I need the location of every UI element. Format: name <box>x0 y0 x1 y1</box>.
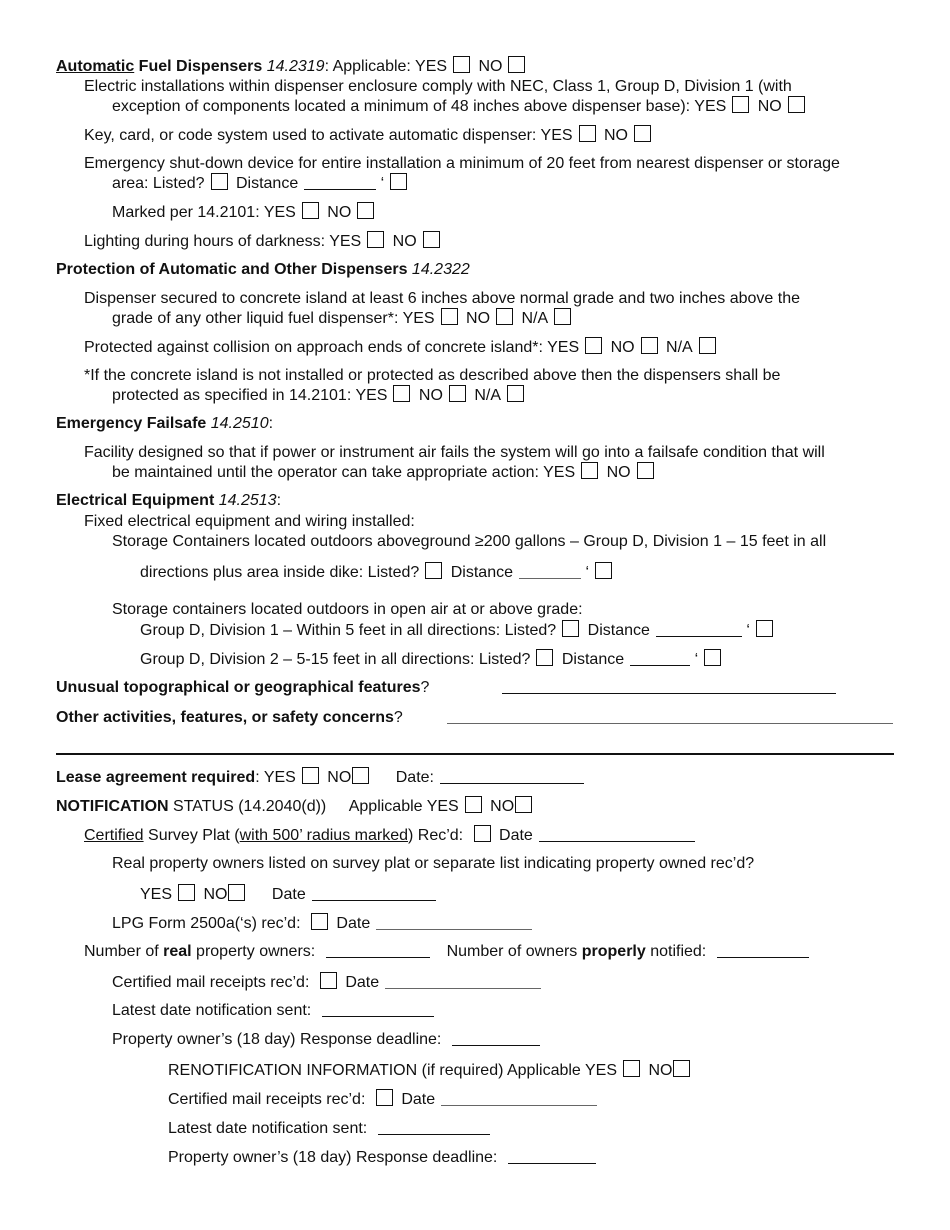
failsafe-line-1: Facility designed so that if power or instrument air fails the system will go into a failsafe condition that will <box>84 444 825 461</box>
secured-no-checkbox[interactable] <box>496 308 513 325</box>
failsafe-title: Emergency Failsafe <box>56 415 207 432</box>
other-concerns-field-wrap <box>447 708 893 727</box>
lpg-label: LPG Form 2500a(‘s) rec’d: <box>112 915 301 932</box>
date-label: Date <box>401 1091 436 1108</box>
collision-label: Protected against collision on approach ends of concrete island*: <box>84 339 543 356</box>
yes-label: YES <box>584 1062 617 1079</box>
storage-listed-checkbox[interactable] <box>425 562 442 579</box>
other-concerns-row <box>56 708 403 727</box>
island-note-label: protected as specified in 14.2101: <box>112 387 352 404</box>
unusual-features-label: Unusual topographical or geographical features <box>56 679 421 696</box>
yes-label: YES <box>263 204 296 221</box>
renot-mail-label: Certified mail receipts rec’d: <box>168 1091 366 1108</box>
collision-no-checkbox[interactable] <box>641 337 658 354</box>
renot-deadline-field[interactable] <box>508 1149 596 1164</box>
owners-listed-row <box>140 884 436 904</box>
unusual-q: ? <box>420 679 430 696</box>
notification-yes-checkbox[interactable] <box>465 796 482 813</box>
lease-date-field[interactable] <box>440 769 584 784</box>
notification-label: NOTIFICATION <box>56 798 169 815</box>
yes-label: YES <box>415 58 448 75</box>
feet-mark: ‘ <box>746 622 750 639</box>
lpg-date-field[interactable] <box>376 915 532 930</box>
latest-date-row <box>112 1001 434 1020</box>
division-2-listed-checkbox[interactable] <box>536 649 553 666</box>
auto-applicable-yes-checkbox[interactable] <box>453 56 470 73</box>
latest-label: Latest date notification sent: <box>112 1002 312 1019</box>
lpg-recd-checkbox[interactable] <box>311 913 328 930</box>
division-2-label: Group D, Division 2 – 5-15 feet in all directions: Listed? <box>140 651 531 668</box>
auto-title-b: Fuel Dispensers <box>134 58 263 75</box>
protection-heading <box>56 260 470 279</box>
island-note-na-checkbox[interactable] <box>507 385 524 402</box>
feet-mark: ‘ <box>585 564 589 581</box>
division-1-distance-field[interactable] <box>656 622 742 637</box>
storage-distance-checkbox[interactable] <box>595 562 612 579</box>
elec-line-2: exception of components located a minimum of 48 inches above dispenser base): <box>112 98 691 115</box>
island-note-line-1: *If the concrete island is not installed or protected as described above then the dispensers shall be <box>84 367 781 384</box>
lease-yes-checkbox[interactable] <box>302 767 319 784</box>
electrical-ref: 14.2513 <box>218 492 277 509</box>
num-c: property owners: <box>191 943 316 960</box>
no-label: NO <box>466 310 491 327</box>
plat-radius: with 500’ radius marked <box>239 827 408 844</box>
mail-recd-checkbox[interactable] <box>320 972 337 989</box>
elec-no-checkbox[interactable] <box>788 96 805 113</box>
date-label: Date <box>499 827 533 844</box>
lighting-label: Lighting during hours of darkness: <box>84 233 326 250</box>
division-2-row <box>140 649 725 669</box>
owners-listed-label: Real property owners listed on survey plat or separate list indicating property owned rec’d? <box>112 855 755 872</box>
storage-listed-label: directions plus area inside dike: Listed? <box>140 564 420 581</box>
owners-listed-no-checkbox[interactable] <box>228 884 245 901</box>
no-label: NO <box>478 58 503 75</box>
auto-applicable-label: : Applicable: <box>324 58 411 75</box>
renotification-label: RENOTIFICATION INFORMATION (if required) Applicable <box>168 1062 581 1079</box>
renot-latest-row <box>168 1119 490 1138</box>
na-label: N/A <box>474 387 502 404</box>
elec-line-1: Electric installations within dispenser enclosure comply with NEC, Class 1, Group D, Division 1 (with <box>84 78 792 95</box>
collision-row <box>84 337 720 357</box>
key-card-row <box>84 125 655 145</box>
renot-deadline-label: Property owner’s (18 day) Response deadline: <box>168 1149 498 1166</box>
no-label: NO <box>604 127 628 144</box>
distance-label: Distance <box>450 564 513 581</box>
no-label: NO <box>606 464 631 481</box>
secured-line-1: Dispenser secured to concrete island at least 6 inches above normal grade and two inches above the <box>84 290 800 307</box>
open-air-label: Storage containers located outdoors in open air at or above grade: <box>112 601 583 618</box>
section-divider <box>56 753 894 755</box>
other-q: ? <box>393 709 403 726</box>
other-concerns-label: Other activities, features, or safety concerns <box>56 709 394 726</box>
secured-row <box>112 308 575 328</box>
feet-mark: ‘ <box>380 175 385 192</box>
distance-label: Distance <box>587 622 650 639</box>
renot-mail-checkbox[interactable] <box>376 1089 393 1106</box>
num-b: real <box>163 943 192 960</box>
date-label: Date <box>345 974 380 991</box>
notified-a: Number of owners <box>446 943 582 960</box>
auto-applicable-no-checkbox[interactable] <box>508 56 525 73</box>
date-label: Date <box>336 915 371 932</box>
mail-label: Certified mail receipts rec’d: <box>112 974 310 991</box>
division-1-listed-checkbox[interactable] <box>562 620 579 637</box>
na-label: N/A <box>521 310 549 327</box>
no-label: NO <box>490 798 515 815</box>
renot-mail-date-field[interactable] <box>441 1091 597 1106</box>
storage-distance-field[interactable] <box>519 564 581 579</box>
secured-yes-checkbox[interactable] <box>441 308 458 325</box>
failsafe-label: be maintained until the operator can take appropriate action: <box>112 464 539 481</box>
lease-colon: : <box>255 769 260 786</box>
unusual-features-field[interactable] <box>502 679 836 694</box>
yes-label: YES <box>329 233 362 250</box>
num-a: Number of <box>84 943 164 960</box>
auto-ref: 14.2319 <box>266 58 325 75</box>
no-label: NO <box>327 769 352 786</box>
other-concerns-field[interactable] <box>447 709 893 724</box>
yes-label: YES <box>694 98 727 115</box>
failsafe-yes-checkbox[interactable] <box>581 462 598 479</box>
division-2-distance-checkbox[interactable] <box>704 649 721 666</box>
mail-date-field[interactable] <box>385 974 541 989</box>
yes-label: YES <box>426 798 459 815</box>
emergency-shutdown-line-1: Emergency shut-down device for entire installation a minimum of 20 feet from nearest dispenser or storage <box>84 155 840 172</box>
date-label: Date <box>271 886 306 903</box>
no-label: NO <box>648 1062 673 1079</box>
elec-line-2-row <box>112 96 809 116</box>
deadline-row <box>112 1030 540 1049</box>
protection-ref: 14.2322 <box>411 261 470 278</box>
yes-label: YES <box>402 310 435 327</box>
unusual-features-field-wrap <box>502 678 836 697</box>
lease-date-label: Date: <box>395 769 434 786</box>
no-label: NO <box>418 387 443 404</box>
renotification-row <box>168 1060 694 1080</box>
yes-label: YES <box>547 339 580 356</box>
auto-dispensers-heading-row <box>56 56 529 76</box>
protection-title: Protection of Automatic and Other Dispensers <box>56 261 408 278</box>
division-2-distance-field[interactable] <box>630 651 690 666</box>
emergency-distance-field[interactable] <box>304 175 376 190</box>
no-label: NO <box>203 886 228 903</box>
yes-label: YES <box>355 387 388 404</box>
fixed-equipment-label: Fixed electrical equipment and wiring installed: <box>84 513 415 530</box>
island-note-yes-checkbox[interactable] <box>393 385 410 402</box>
emergency-shutdown-row <box>112 173 411 193</box>
owners-count-row <box>84 942 809 961</box>
notification-applicable-label: Applicable <box>348 798 423 815</box>
distance-label: Distance <box>235 175 299 192</box>
emergency-listed-checkbox[interactable] <box>211 173 228 190</box>
survey-plat-row <box>84 825 695 845</box>
failsafe-heading: Emergency Failsafe 14.2510: <box>56 415 274 432</box>
electrical-title: Electrical Equipment <box>56 492 215 509</box>
renot-mail-row <box>168 1089 597 1109</box>
renot-deadline-row <box>168 1148 596 1167</box>
lease-row <box>56 767 584 787</box>
failsafe-no-checkbox[interactable] <box>637 462 654 479</box>
no-label: NO <box>327 204 352 221</box>
plat-recd: ) Rec’d: <box>407 827 464 844</box>
storage-row <box>140 562 616 582</box>
na-label: N/A <box>666 339 693 356</box>
owners-listed-yes-checkbox[interactable] <box>178 884 195 901</box>
feet-mark: ‘ <box>694 651 699 668</box>
plat-date-field[interactable] <box>539 827 695 842</box>
lease-label: Lease agreement required <box>56 769 256 786</box>
renotification-yes-checkbox[interactable] <box>623 1060 640 1077</box>
notification-row <box>56 796 536 816</box>
failsafe-row <box>112 462 658 482</box>
no-label: NO <box>610 339 635 356</box>
island-note-no-checkbox[interactable] <box>449 385 466 402</box>
distance-label: Distance <box>561 651 625 668</box>
secured-label: grade of any other liquid fuel dispenser*: <box>112 310 399 327</box>
key-card-no-checkbox[interactable] <box>634 125 651 142</box>
storage-line-1: Storage Containers located outdoors aboveground ≥200 gallons – Group D, Division 1 – 15 feet in all <box>112 533 827 550</box>
failsafe-ref: 14.2510 <box>210 415 269 432</box>
lighting-yes-checkbox[interactable] <box>367 231 384 248</box>
lpg-row <box>112 913 532 933</box>
collision-na-checkbox[interactable] <box>699 337 716 354</box>
notification-status: STATUS (14.2040(d)) <box>168 798 327 815</box>
key-card-label: Key, card, or code system used to activate automatic dispenser: <box>84 127 537 144</box>
notified-b: properly <box>581 943 646 960</box>
yes-label: YES <box>140 886 173 903</box>
no-label: NO <box>757 98 782 115</box>
collision-yes-checkbox[interactable] <box>585 337 602 354</box>
plat-certified: Certified <box>84 827 144 844</box>
deadline-field[interactable] <box>452 1031 540 1046</box>
mail-receipts-row <box>112 972 541 992</box>
emergency-listed-label: area: Listed? <box>112 175 205 192</box>
plat-recd-checkbox[interactable] <box>474 825 491 842</box>
renotification-no-checkbox[interactable] <box>673 1060 690 1077</box>
notification-no-checkbox[interactable] <box>515 796 532 813</box>
division-1-row <box>140 620 777 640</box>
yes-label: YES <box>543 464 576 481</box>
marked-label: Marked per 14.2101: <box>112 204 260 221</box>
auto-title-a: Automatic <box>56 58 135 75</box>
plat-label: Survey Plat ( <box>143 827 240 844</box>
marked-row <box>112 202 378 222</box>
lighting-no-checkbox[interactable] <box>423 231 440 248</box>
deadline-label: Property owner’s (18 day) Response deadline: <box>112 1031 442 1048</box>
marked-no-checkbox[interactable] <box>357 202 374 219</box>
no-label: NO <box>392 233 417 250</box>
yes-label: YES <box>263 769 296 786</box>
island-note-row <box>112 385 528 405</box>
renot-latest-field[interactable] <box>378 1120 490 1135</box>
division-1-label: Group D, Division 1 – Within 5 feet in all directions: Listed? <box>140 622 557 639</box>
emergency-distance-checkbox[interactable] <box>390 173 407 190</box>
unusual-features-row <box>56 678 429 697</box>
elec-yes-checkbox[interactable] <box>732 96 749 113</box>
renot-latest-label: Latest date notification sent: <box>168 1120 368 1137</box>
notified-c: notified: <box>645 943 707 960</box>
division-1-distance-checkbox[interactable] <box>756 620 773 637</box>
owners-listed-date-field[interactable] <box>312 886 436 901</box>
owners-count-field[interactable] <box>326 943 430 958</box>
yes-label: YES <box>540 127 573 144</box>
key-card-yes-checkbox[interactable] <box>579 125 596 142</box>
marked-yes-checkbox[interactable] <box>302 202 319 219</box>
lighting-row <box>84 231 444 251</box>
lease-no-checkbox[interactable] <box>352 767 369 784</box>
owners-notified-field[interactable] <box>717 943 809 958</box>
electrical-heading: Electrical Equipment 14.2513: <box>56 492 282 509</box>
secured-na-checkbox[interactable] <box>554 308 571 325</box>
latest-date-field[interactable] <box>322 1002 434 1017</box>
